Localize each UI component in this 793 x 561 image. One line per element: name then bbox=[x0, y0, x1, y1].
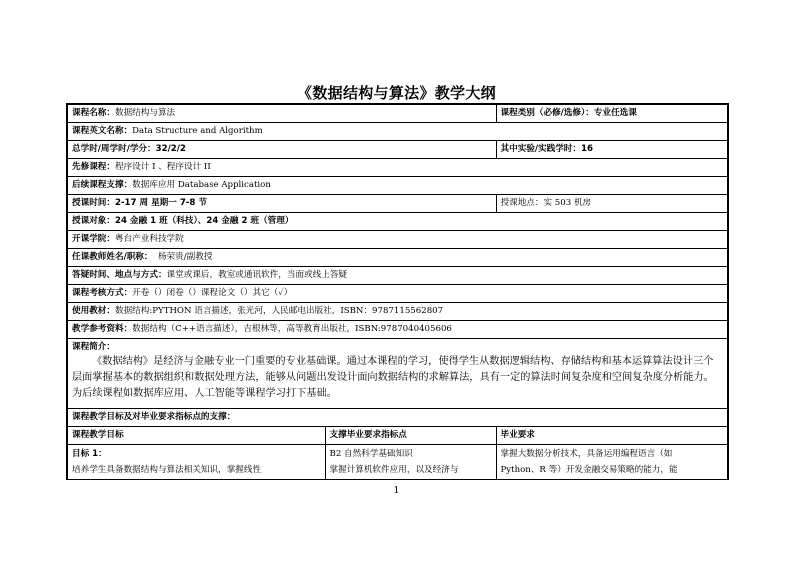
row-intro bbox=[67, 339, 728, 409]
row-followup bbox=[67, 177, 728, 195]
label-target: 授课对象： bbox=[72, 216, 115, 226]
value-practice: 16 bbox=[580, 144, 593, 154]
value-college: 粤台产业科技学院 bbox=[114, 234, 184, 244]
column-header-indicator: 支撑毕业要求指标点 bbox=[325, 427, 496, 445]
indicator-line-1: B2 自然科学基础知识 bbox=[329, 449, 413, 459]
cell-objectives-header bbox=[67, 409, 728, 427]
goal-title: 目标 1： bbox=[72, 449, 107, 459]
requirement-line-2: Python、R 等）开发金融交易策略的能力，能 bbox=[500, 465, 678, 475]
label-prereq: 先修课程： bbox=[72, 162, 115, 172]
cell-intro bbox=[67, 339, 728, 409]
row-college bbox=[67, 231, 728, 249]
row-reference bbox=[67, 321, 728, 339]
value-reference: 数据结构（C++语言描述），吉根林等，高等教育出版社，ISBN:9787040405606 bbox=[132, 324, 452, 334]
label-reference: 教学参考资料： bbox=[72, 324, 133, 334]
label-college: 开课学院： bbox=[72, 234, 115, 244]
row-teacher bbox=[67, 249, 728, 267]
label-textbook: 使用教材： bbox=[72, 306, 115, 316]
intro-text: 《数据结构》是经济与金融专业一门重要的专业基础课。通过本课程的学习，使得学生从数据逻辑结构、存储结构和基本运算算法设计三个层面掌握基本的数据组织和数据处理方法，能够从问题出发设计面向数据结构的求解算法，具有一定的算法时间复杂度和空间复杂度分析能力。为后续课程如数据库应用、人工智能等课程学习打下基础。 bbox=[72, 356, 714, 399]
label-course-name: 课程名称： bbox=[72, 108, 115, 118]
row-qa bbox=[67, 267, 728, 285]
cell-qa bbox=[67, 267, 728, 285]
value-schedule: 2-17 周 星期一 7-8 节 bbox=[114, 198, 207, 208]
row-textbook bbox=[67, 303, 728, 321]
row-course-name bbox=[67, 104, 728, 123]
cell-teacher bbox=[67, 249, 728, 267]
cell-reference bbox=[67, 321, 728, 339]
cell-goal bbox=[67, 445, 325, 480]
value-teacher: 杨荣贵/副教授 bbox=[157, 252, 213, 262]
syllabus-table bbox=[66, 103, 729, 480]
cell-course-type bbox=[496, 104, 728, 123]
row-exam bbox=[67, 285, 728, 303]
column-header-requirement: 毕业要求 bbox=[496, 427, 728, 445]
row-schedule bbox=[67, 195, 728, 213]
page-number: 1 bbox=[393, 486, 400, 496]
row-prereq bbox=[67, 159, 728, 177]
cell-college bbox=[67, 231, 728, 249]
label-hours: 总学时/周学时/学分： bbox=[72, 144, 156, 154]
indicator-line-2: 掌握计算机软件应用，以及经济与 bbox=[329, 465, 459, 475]
label-qa: 答疑时间、地点与方式： bbox=[72, 270, 167, 280]
cell-textbook bbox=[67, 303, 728, 321]
cell-indicator bbox=[325, 445, 496, 480]
value-hours: 32/2/2 bbox=[155, 144, 186, 154]
cell-prereq bbox=[67, 159, 728, 177]
label-practice: 其中实验/实践学时： bbox=[500, 144, 581, 154]
cell-followup bbox=[67, 177, 728, 195]
cell-course-name bbox=[67, 104, 496, 123]
document-title: 《数据结构与算法》教学大纲 bbox=[297, 84, 496, 102]
cell-practice bbox=[496, 141, 728, 159]
row-english-name bbox=[67, 123, 728, 141]
cell-schedule bbox=[67, 195, 496, 213]
label-followup: 后续课程支撑： bbox=[72, 180, 133, 190]
row-objectives-header bbox=[67, 409, 728, 427]
cell-english-name bbox=[67, 123, 728, 141]
table-row bbox=[67, 445, 728, 480]
value-target: 24 金融 1 班（科技）、24 金融 2 班（管理） bbox=[114, 216, 294, 226]
column-header-goal: 课程教学目标 bbox=[67, 427, 325, 445]
value-followup: 数据库应用 Database Application bbox=[132, 180, 271, 190]
row-columns bbox=[67, 427, 728, 445]
row-target bbox=[67, 213, 728, 231]
requirement-line-1: 掌握大数据分析技术，具备运用编程语言（如 bbox=[500, 449, 673, 459]
goal-text: 培养学生具备数据结构与算法相关知识，掌握线性 bbox=[72, 465, 262, 475]
label-schedule: 授课时间： bbox=[72, 198, 115, 208]
cell-location bbox=[496, 195, 728, 213]
row-hours bbox=[67, 141, 728, 159]
label-intro: 课程简介： bbox=[72, 342, 115, 352]
objectives-header: 课程教学目标及对毕业要求指标点的支撑： bbox=[72, 412, 236, 422]
label-exam: 课程考核方式： bbox=[72, 288, 133, 298]
label-course-type: 课程类别（必修/选修）： bbox=[500, 108, 594, 118]
cell-hours bbox=[67, 141, 496, 159]
value-location: 实 503 机房 bbox=[543, 198, 592, 208]
cell-target bbox=[67, 213, 728, 231]
label-english-name: 课程英文名称： bbox=[72, 126, 133, 136]
value-course-type: 专业任选课 bbox=[593, 108, 637, 118]
value-exam: 开卷（）闭卷（）课程论文（）其它（✓） bbox=[132, 288, 293, 298]
value-prereq: 程序设计 I 、程序设计 II bbox=[114, 162, 211, 172]
value-english-name: Data Structure and Algorithm bbox=[132, 126, 263, 136]
label-location: 授课地点： bbox=[500, 198, 544, 208]
label-teacher: 任课教师姓名/职称： bbox=[72, 252, 153, 262]
value-qa: 课堂或课后，教室或通讯软件，当面或线上答疑 bbox=[166, 270, 348, 280]
cell-requirement bbox=[496, 445, 728, 480]
value-course-name: 数据结构与算法 bbox=[114, 108, 176, 118]
cell-exam bbox=[67, 285, 728, 303]
value-textbook: 数据结构:PYTHON 语言描述，张光河，人民邮电出版社，ISBN：9787115562807 bbox=[114, 306, 444, 316]
